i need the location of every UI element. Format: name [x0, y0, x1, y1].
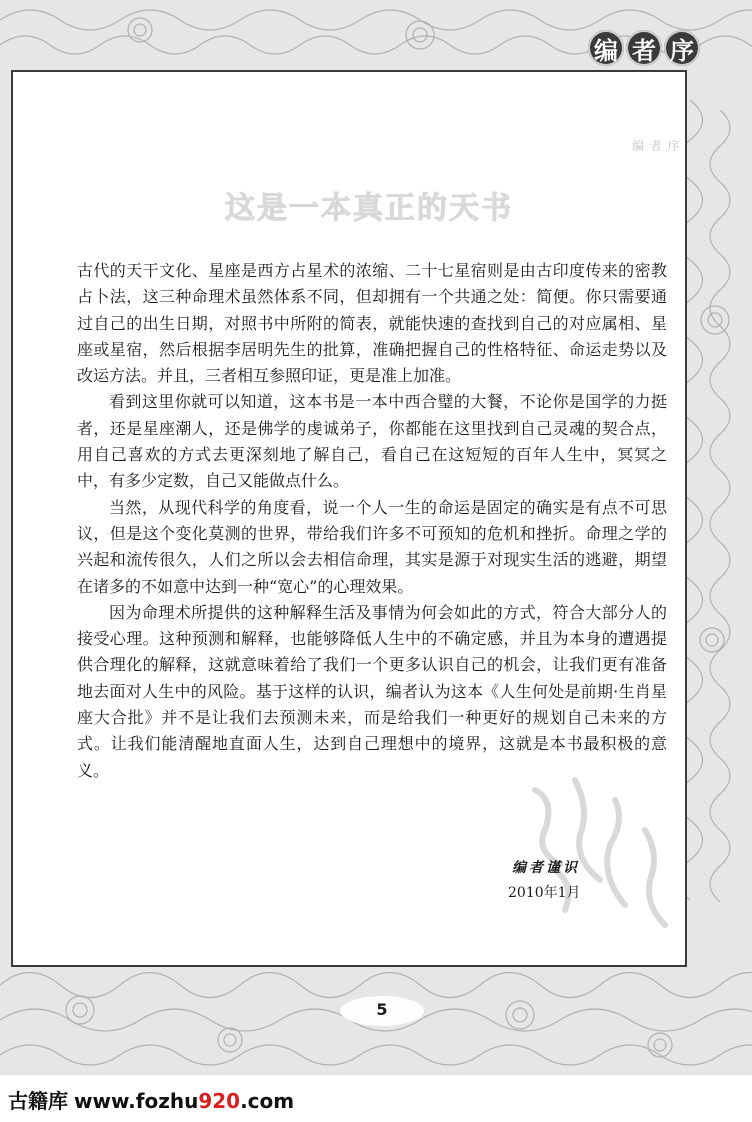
footer-domain-suffix: .com [240, 1089, 295, 1113]
page-number: 5 [376, 1000, 388, 1019]
badge-char: 编 [588, 30, 624, 66]
paragraph: 当然，从现代科学的角度看，说一个人一生的命运是固定的确实是有点不可思议，但是这个变化莫测的世界，带给我们许多不可预知的危机和挫折。命理之学的兴起和流传很久，人们之所以会去相信命理，其实是源于对现实生活的逃避，期望在诸多的不如意中达到一种“宽心”的心理效果。 [77, 497, 667, 596]
footer-domain [74, 1089, 294, 1113]
footer-site-name: 古籍库 [8, 1089, 68, 1113]
faint-header-mark: 编 者 序 [632, 139, 681, 153]
footer-domain-prefix: www.fozhu [74, 1089, 199, 1113]
paragraph: 看到这里你就可以知道，这本书是一本中西合璧的大餐，不论你是国学的力挺者，还是星座潮人，还是佛学的虔诚弟子，你都能在这里找到自己灵魂的契合点，用自己喜欢的方式去更深刻地了解自己，看自己在这短短的百年人生中，冥冥之中，有多少定数，自己又能做点什么。 [77, 392, 667, 491]
footer-domain-accent: 920 [198, 1089, 241, 1113]
badge-char: 者 [626, 30, 662, 66]
footer-watermark [8, 1085, 294, 1114]
signature: 编者谨识 [512, 860, 580, 876]
badge-char: 序 [664, 30, 700, 66]
paragraph: 古代的天干文化、星座是西方占星术的浓缩、二十七星宿则是由古印度传来的密教占卜法，这三种命理术虽然体系不同，但却拥有一个共通之处：简便。你只需要通过自己的出生日期，对照书中所附的简表，就能快速的查找到自己的对应属相、星座或星宿，然后根据李居明先生的批算，准确把握自己的性格特征、命运走势以及改运方法。并且，三者相互参照印证，更是准上加准。 [77, 261, 667, 386]
paragraph: 因为命理术所提供的这种解释生活及事情为何会如此的方式，符合大部分人的接受心理。这种预测和解释，也能够降低人生中的不确定感，并且为本身的遭遇提供合理化的解释，这就意味着给了我们一个更多认识自己的机会，让我们更有准备地去面对人生中的风险。基于这样的认识，编者认为这本《人生何处是前期·生肖星座大合批》并不是让我们去预测未来，而是给我们一种更好的规划自己未来的方式。让我们能清醒地直面人生，达到自己理想中的境界，这就是本书最积极的意义。 [77, 602, 667, 780]
body-text [77, 258, 667, 784]
date: 2010年1月 [508, 885, 581, 901]
page-title: 这是一本真正的天书 [225, 191, 513, 226]
faint-calligraphy-watermark [505, 760, 680, 950]
preface-badge [588, 30, 708, 66]
